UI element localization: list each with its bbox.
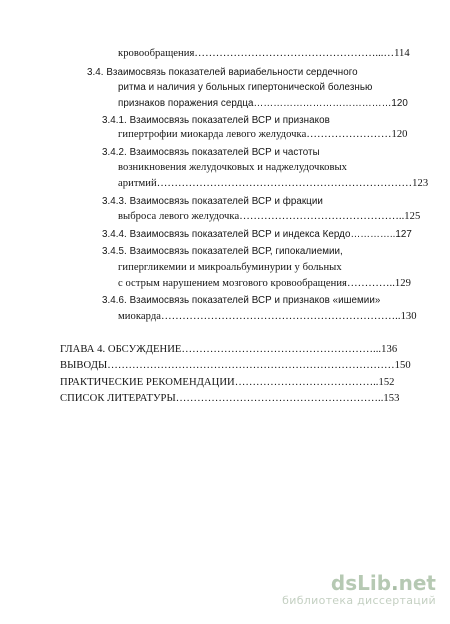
toc-entry-3-4-cont-1: ритма и наличия у больных гипертонической болезнью	[118, 82, 373, 93]
toc-entry-3-4-5-cont-1: гипергликемии и микроальбуминурии у больных	[118, 262, 342, 273]
toc-entry-3-4-2-cont-1: возникновения желудочковых и наджелудочковых	[118, 162, 348, 173]
toc-entry-3-4-3-title: 3.4.3. Взаимосвязь показателей ВСР и фракции	[102, 196, 323, 207]
watermark-logo	[282, 572, 436, 594]
toc-entry-3-4-3-cont: выброса левого желудочка………………………………………..125	[118, 211, 421, 222]
toc-entry-3-4-1-cont: гипертрофии миокарда левого желудочка……………………120	[118, 129, 408, 140]
watermark-logo-left: dsLib	[330, 571, 392, 595]
toc-entry-3-4-2-title: 3.4.2. Взаимосвязь показателей ВСР и частоты	[102, 147, 320, 158]
toc-entry-3-4-title: 3.4. Взаимосвязь показателей вариабельности сердечного	[87, 67, 358, 78]
toc-entry-3-4-6-title: 3.4.6. Взаимосвязь показателей ВСР и признаков «ишемии»	[102, 295, 381, 306]
toc-entry-vyvody: ВЫВОДЫ………………………………………………………………………150	[60, 360, 411, 371]
toc-entry-references: СПИСОК ЛИТЕРАТУРЫ…………………………………………………..153	[60, 393, 400, 404]
toc-entry-3-4-4: 3.4.4. Взаимосвязь показателей ВСР и индекса Кердо…………..127	[102, 229, 412, 240]
toc-entry-krovoobrashcheniya: кровообращения……………………………………………...…114	[118, 48, 410, 59]
watermark-tagline: библиотека диссертаций	[282, 594, 436, 607]
watermark	[282, 572, 436, 608]
watermark-logo-dot: .	[391, 571, 399, 595]
toc-entry-3-4-2-cont-2: аритмий………………………………………………………………123	[118, 178, 429, 189]
toc-entry-3-4-cont-2: признаков поражения сердца……………………………………120	[118, 98, 408, 109]
toc-entry-3-4-5-title: 3.4.5. Взаимосвязь показателей ВСР, гипокалиемии,	[102, 246, 343, 257]
toc-entry-recommendations: ПРАКТИЧЕСКИЕ РЕКОМЕНДАЦИИ…………………………………..152	[60, 377, 395, 388]
toc-entry-3-4-1-title: 3.4.1. Взаимосвязь показателей ВСР и признаков	[102, 115, 330, 126]
watermark-logo-right: net	[398, 571, 436, 595]
toc-entry-chapter-4: ГЛАВА 4. ОБСУЖДЕНИЕ………………………………………………...136	[60, 344, 398, 355]
toc-entry-3-4-5-cont-2: с острым нарушением мозгового кровообращения…………..129	[118, 278, 411, 289]
toc-entry-3-4-6-cont: миокарда…………………………………………………………..130	[118, 311, 417, 322]
